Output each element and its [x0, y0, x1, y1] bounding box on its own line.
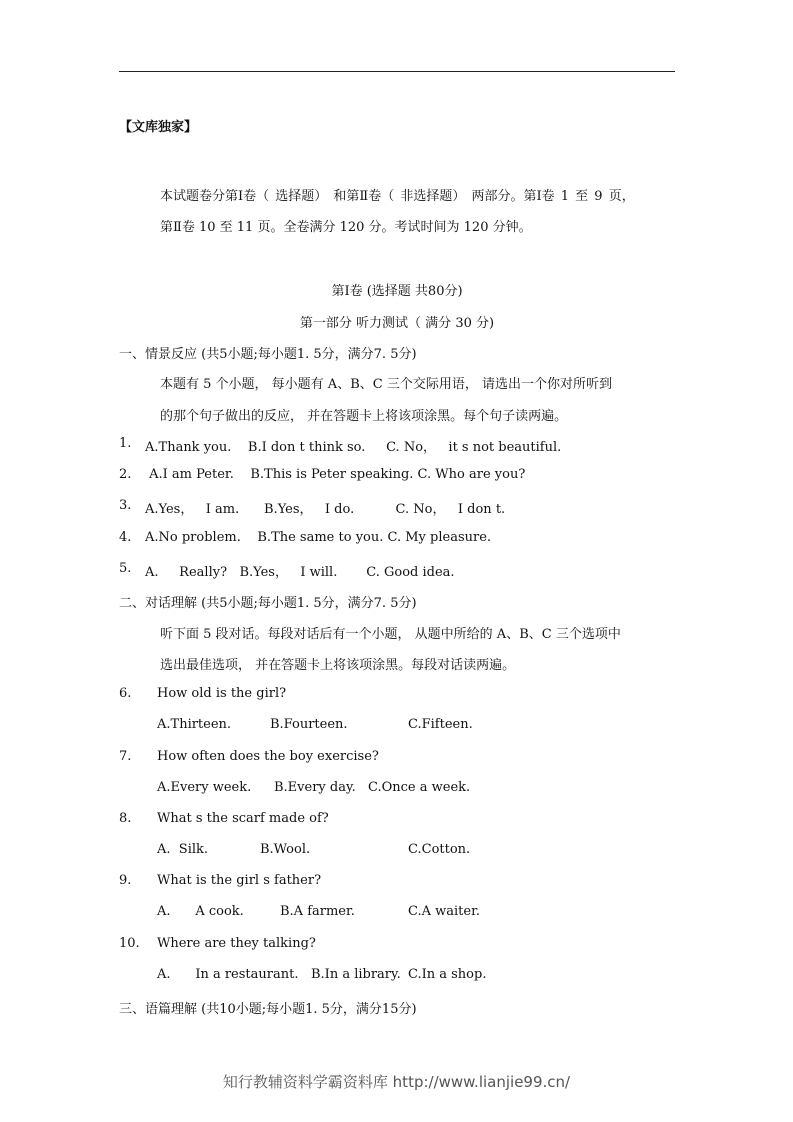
question-number: 7.	[119, 749, 132, 764]
item-number: 2.	[119, 467, 132, 482]
option-b: B.In a library.	[311, 967, 401, 982]
question-text: What is the girl s father?	[157, 873, 322, 888]
item-number: 3.	[119, 498, 132, 513]
section1-instruction-2: 的那个句子做出的反应， 并在答题卡上将该项涂黑。每个句子读两遍。	[160, 409, 568, 424]
section1-instruction-1: 本题有 5 个小题， 每小题有 A、B、C 三个交际用语， 请选出一个你对所听到	[160, 377, 612, 392]
item-options: A.Yes， I am. B.Yes， I do. C. No， I don t.	[145, 502, 506, 517]
volume-title: 第Ⅰ卷 (选择题 共80分)	[331, 284, 463, 299]
item-number: 1.	[119, 436, 132, 451]
item-options: A.Thank you. B.I don t think so. C. No， it s not beautiful.	[145, 440, 562, 455]
part-title: 第一部分 听力测试（ 满分 30 分)	[299, 316, 495, 331]
option-c: C.A waiter.	[408, 904, 481, 919]
question-text: How old is the girl?	[157, 686, 287, 701]
question-text: Where are they talking?	[157, 936, 316, 951]
question-text: What s the scarf made of?	[157, 811, 329, 826]
item-number: 4.	[119, 530, 132, 545]
section2-instruction-1: 听下面 5 段对话。每段对话后有一个小题， 从题中所给的 A、B、C 三个选项中	[160, 627, 621, 642]
option-a: A. A cook.	[157, 904, 244, 919]
section2-instruction-2: 选出最佳选项， 并在答题卡上将该项涂黑。每段对话读两遍。	[160, 658, 516, 673]
option-b: B.Fourteen.	[270, 717, 348, 732]
option-a: A. In a restaurant.	[157, 967, 299, 982]
header-tag: 【文库独家】	[119, 120, 198, 135]
question-number: 6.	[119, 686, 132, 701]
question-text: How often does the boy exercise?	[157, 749, 379, 764]
item-options: A. Really? B.Yes， I will. C. Good idea.	[145, 565, 455, 580]
header-rule	[119, 71, 675, 72]
option-b: B.A farmer.	[280, 904, 355, 919]
option-a: A. Silk.	[157, 842, 209, 857]
option-c: C.Fifteen.	[408, 717, 473, 732]
intro-line-2: 第Ⅱ卷 10 至 11 页。全卷满分 120 分。考试时间为 120 分钟。	[160, 220, 532, 235]
section1-heading: 一、情景反应 (共5小题;每小题1. 5分，满分7. 5分)	[119, 347, 417, 362]
intro-line-1: 本试题卷分第Ⅰ卷（ 选择题） 和第Ⅱ卷（ 非选择题） 两部分。第Ⅰ卷 1 至 9 页，	[160, 189, 635, 204]
option-b: B.Every day.	[274, 780, 356, 795]
question-number: 9.	[119, 873, 132, 888]
question-number: 8.	[119, 811, 132, 826]
item-options: A.I am Peter. B.This is Peter speaking. C. Who are you?	[145, 467, 526, 482]
option-a: A.Every week.	[157, 780, 252, 795]
item-options: A.No problem. B.The same to you. C. My pleasure.	[145, 530, 492, 545]
item-number: 5.	[119, 561, 132, 576]
option-c: C.Once a week.	[368, 780, 471, 795]
footer-watermark: 知行教辅资料学霸资料库 http://www.lianjie99.cn/	[222, 1073, 571, 1091]
option-c: C.In a shop.	[408, 967, 487, 982]
section2-heading: 二、对话理解 (共5小题;每小题1. 5分，满分7. 5分)	[119, 596, 417, 611]
option-b: B.Wool.	[260, 842, 311, 857]
option-a: A.Thirteen.	[157, 717, 232, 732]
question-number: 10.	[119, 936, 140, 951]
section3-heading: 三、语篇理解 (共10小题;每小题1. 5分，满分15分)	[119, 1002, 417, 1017]
option-c: C.Cotton.	[408, 842, 471, 857]
